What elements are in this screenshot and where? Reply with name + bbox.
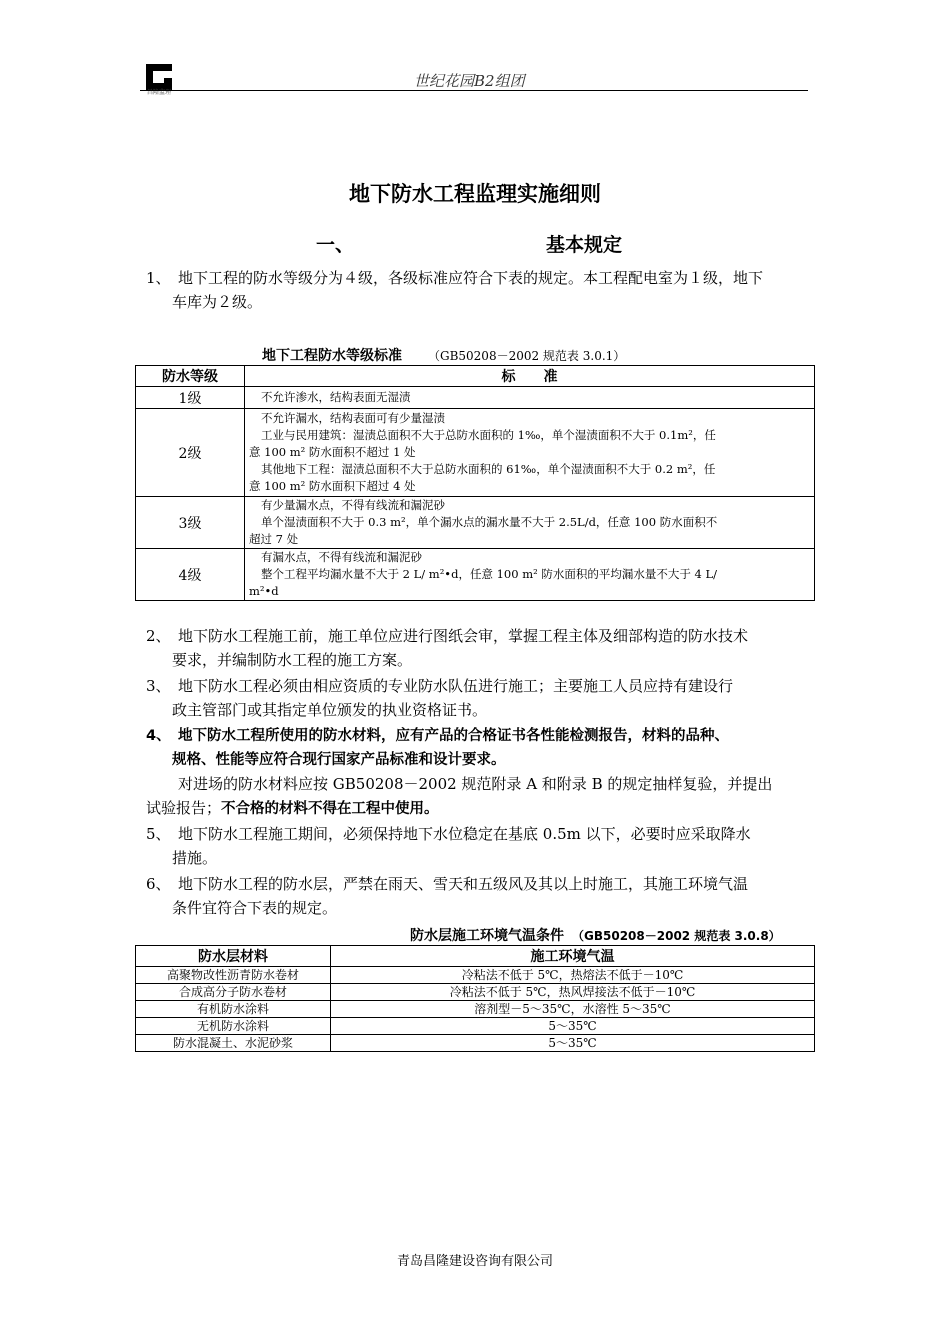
paragraph-line: 地下工程的防水等级分为４级，各级标准应符合下表的规定。本工程配电室为１级，地下: [178, 269, 764, 287]
table-header-cell: 防水层材料: [136, 946, 331, 967]
table-row: [136, 409, 815, 497]
standard-line: 其他地下工程：湿渍总面积不大于总防水面积的 61‰，单个湿渍面积不大于 0.2 m²，任: [261, 462, 716, 476]
section-title: 基本规定: [546, 234, 623, 256]
standard-line: 不允许渗水，结构表面无湿渍: [261, 390, 411, 404]
material-cell: 防水混凝土、水泥砂浆: [136, 1035, 331, 1052]
grade-cell: 4级: [136, 549, 245, 601]
table-row: [136, 967, 815, 984]
paragraph-1: [146, 266, 816, 314]
paragraph-number: 2、: [146, 627, 171, 645]
standard-cell: [245, 549, 815, 601]
standard-line: 意 100 m² 防水面积下超过 4 处: [249, 479, 416, 493]
paragraph-number: 3、: [146, 677, 171, 695]
paragraph-number: 6、: [146, 875, 171, 893]
paragraph-6: [146, 872, 816, 920]
paragraph-4-continuation: [146, 772, 816, 820]
standard-cell: [245, 497, 815, 549]
table2-caption-title: 防水层施工环境气温条件: [410, 928, 564, 944]
paragraph-line: 对进场的防水材料应按 GB50208－2002 规范附录 A 和附录 B 的规定抽样复验，并提出: [178, 775, 773, 793]
material-cell: 无机防水涂料: [136, 1018, 331, 1035]
material-cell: 合成高分子防水卷材: [136, 984, 331, 1001]
table-row: [136, 1018, 815, 1035]
paragraph-5: [146, 822, 816, 870]
standard-line: 整个工程平均漏水量不大于 2 L/ m²•d，任意 100 m² 防水面积的平均漏水量不大于 4 L/: [261, 567, 718, 581]
paragraph-line: 措施。: [172, 849, 218, 867]
temperature-cell: 5～35℃: [331, 1035, 815, 1052]
table1-caption-ref: （GB50208－2002 规范表 3.0.1）: [428, 349, 626, 363]
standard-line: 工业与民用建筑：湿渍总面积不大于总防水面积的 1‰，单个湿渍面积不大于 0.1m²，任: [261, 428, 716, 442]
table-header-cell: 防水等级: [136, 366, 245, 387]
paragraph-number: 5、: [146, 825, 171, 843]
table-row: [136, 1001, 815, 1018]
table1-caption-title: 地下工程防水等级标准: [262, 348, 402, 364]
table-row: [136, 497, 815, 549]
standard-line: 意 100 m² 防水面积不超过 1 处: [249, 445, 416, 459]
grade-cell: 1级: [136, 387, 245, 409]
material-cell: 有机防水涂料: [136, 1001, 331, 1018]
paragraph-line: 车库为２级。: [172, 293, 263, 311]
paragraph-3: [146, 674, 816, 722]
table-row: [136, 387, 815, 409]
table-row: [136, 549, 815, 601]
standard-line: 有漏水点，不得有线流和漏泥砂: [261, 550, 422, 564]
standard-line: m²•d: [249, 584, 279, 598]
logo-text: 昌隆监理: [146, 89, 171, 96]
material-cell: 高聚物改性沥青防水卷材: [136, 967, 331, 984]
standard-line: 有少量漏水点，不得有线流和漏泥砂: [261, 498, 445, 512]
paragraph-number: 4、: [146, 728, 171, 744]
paragraph-line: 地下防水工程必须由相应资质的专业防水队伍进行施工；主要施工人员应持有建设行: [178, 677, 734, 695]
table-header-cell: 标 准: [245, 366, 815, 387]
table-header-row: [136, 946, 815, 967]
standard-line: 超过 7 处: [249, 532, 299, 546]
paragraph-line: 地下防水工程施工前，施工单位应进行图纸会审，掌握工程主体及细部构造的防水技术: [178, 627, 749, 645]
temperature-cell: 5～35℃: [331, 1018, 815, 1035]
waterproof-grade-table: [135, 365, 815, 601]
paragraph-line: 要求，并编制防水工程的施工方案。: [172, 651, 413, 669]
grade-cell: 3级: [136, 497, 245, 549]
table-row: [136, 984, 815, 1001]
section-number: 一、: [316, 234, 355, 256]
paragraph-line: 地下防水工程的防水层，严禁在雨天、雪天和五级风及其以上时施工，其施工环境气温: [178, 875, 749, 893]
standard-cell: [245, 387, 815, 409]
table1-caption: [262, 345, 625, 365]
paragraph-line: 试验报告；: [146, 799, 222, 817]
grade-cell: 2级: [136, 409, 245, 497]
paragraph-line: 地下防水工程所使用的防水材料，应有产品的合格证书各性能检测报告，材料的品种、: [178, 728, 729, 744]
header-title: 世纪花园B2组团: [414, 72, 525, 90]
temperature-cell: 冷粘法不低于 5℃，热熔法不低于－10℃: [331, 967, 815, 984]
paragraph-line: 条件宜符合下表的规定。: [172, 899, 338, 917]
temperature-condition-table: [135, 945, 815, 1052]
standard-line: 不允许漏水，结构表面可有少量湿渍: [261, 411, 445, 425]
temperature-cell: 冷粘法不低于 5℃，热风焊接法不低于－10℃: [331, 984, 815, 1001]
table-header-row: [136, 366, 815, 387]
standard-line: 单个湿渍面积不大于 0.3 m²，单个漏水点的漏水量不大于 2.5L/d，任意 100 防水面积不: [261, 515, 718, 529]
paragraph-line: 地下防水工程施工期间，必须保持地下水位稳定在基底 0.5m 以下，必要时应采取降水: [178, 825, 751, 843]
table2-caption: [410, 925, 781, 945]
header-rule: [140, 90, 808, 91]
document-title: 地下防水工程监理实施细则: [349, 182, 601, 206]
paragraph-2: [146, 624, 816, 672]
paragraph-number: 1、: [146, 269, 171, 287]
table-header-cell: 施工环境气温: [331, 946, 815, 967]
standard-cell: [245, 409, 815, 497]
table-row: [136, 1035, 815, 1052]
footer-company: 青岛昌隆建设咨询有限公司: [396, 1254, 553, 1269]
table2-caption-ref: （GB50208－2002 规范表 3.0.8）: [572, 929, 781, 943]
paragraph-line-bold: 不合格的材料不得在工程中使用。: [221, 801, 439, 817]
paragraph-4: [146, 724, 816, 772]
paragraph-line: 政主管部门或其指定单位颁发的执业资格证书。: [172, 701, 488, 719]
paragraph-line: 规格、性能等应符合现行国家产品标准和设计要求。: [172, 752, 506, 768]
temperature-cell: 溶剂型－5～35℃，水溶性 5～35℃: [331, 1001, 815, 1018]
